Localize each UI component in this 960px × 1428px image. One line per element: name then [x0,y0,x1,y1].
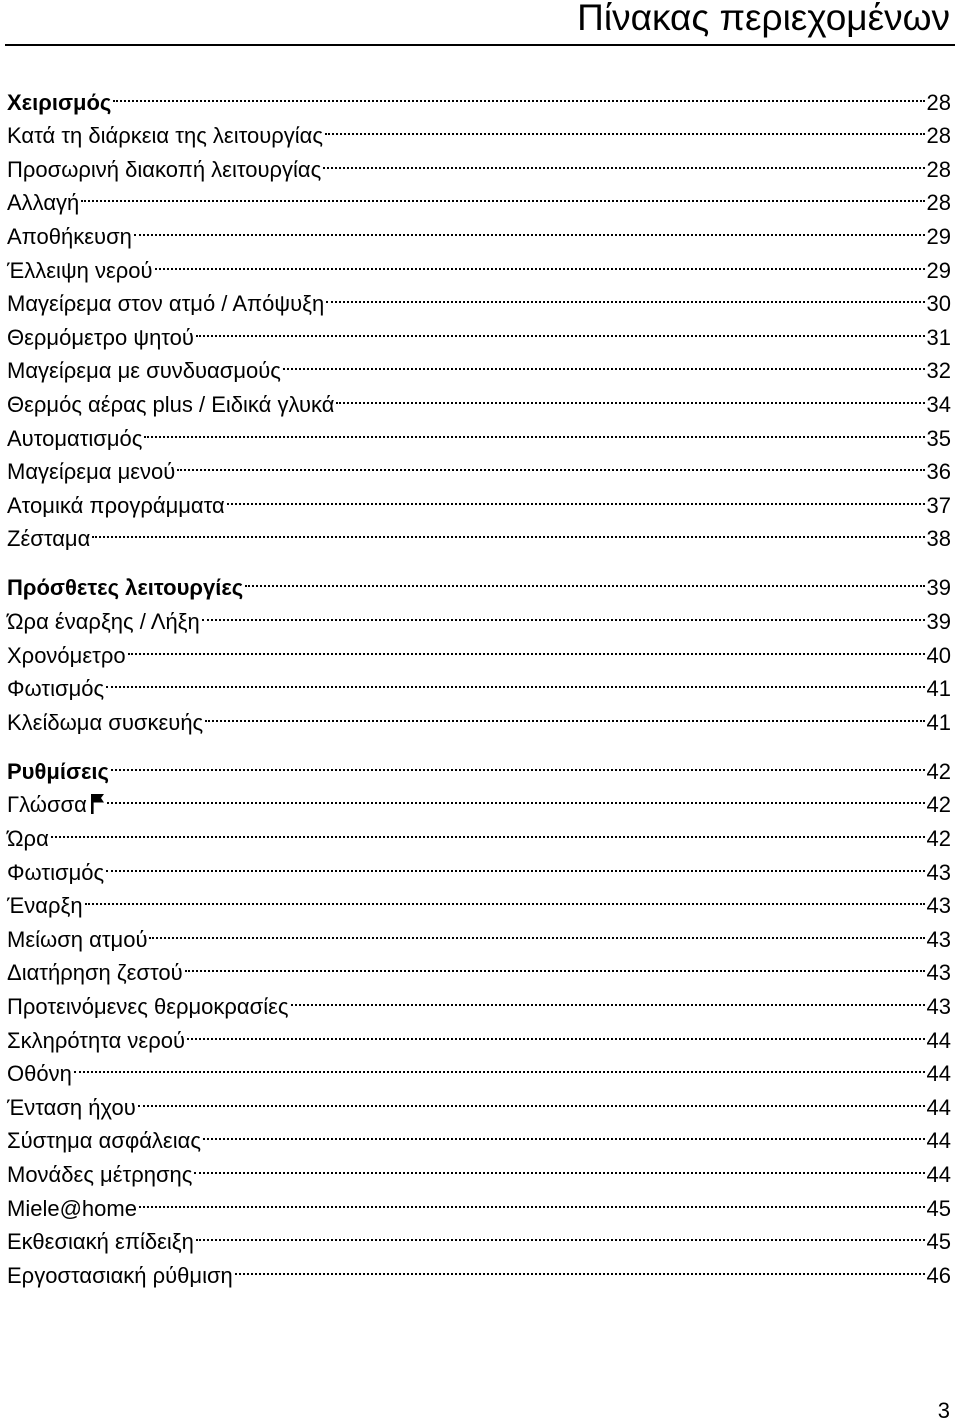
toc-entry-text: Πρόσθετες λειτουργίες [7,575,244,601]
toc-leader-dots [194,1148,924,1182]
toc-entry[interactable] [7,663,951,702]
toc-entry-label [7,220,132,254]
toc-entry-text: Έναρξη [7,893,83,919]
toc-entry-text: Αποθήκευση [7,223,132,249]
toc-leader-dots [326,278,924,312]
toc-leader-dots [155,244,925,278]
toc-leader-dots [227,479,925,513]
toc-entry[interactable] [7,696,951,735]
toc-entry-page: 39 [926,575,951,601]
toc-leader-dots [203,1115,925,1149]
toc-entry-page: 44 [926,1128,951,1154]
toc-heading[interactable] [7,76,951,115]
toc-entry-label [7,119,323,153]
toc-entry[interactable] [7,947,951,986]
toc-leader-dots [245,562,924,596]
toc-leader-dots [144,412,924,446]
toc-entry-text: Αυτοματισμός [7,425,143,451]
toc-entry-label [7,254,153,288]
toc-entry-text: Οθόνη [7,1061,72,1087]
toc-entry-label [7,522,90,556]
toc-leader-dots [51,812,925,846]
toc-leader-dots [81,177,924,211]
toc-entry-label [7,86,111,120]
toc-entry-text: Φωτισμός [7,676,105,702]
toc-entry-page: 44 [926,1094,951,1120]
toc-leader-dots [177,446,924,480]
toc-entry-label [7,923,147,957]
page-title: Πίνακας περιεχομένων [577,0,950,38]
toc-entry-text: Εργοστασιακή ρύθμιση [7,1262,233,1288]
toc-leader-dots [107,779,925,813]
toc-entry-page: 44 [926,1061,951,1087]
toc-leader-dots [283,345,925,379]
toc-leader-dots [196,1216,925,1250]
toc-entry-text: Γλώσσα [7,792,87,818]
toc-entry[interactable] [7,1081,951,1120]
toc-entry-page: 40 [926,642,951,668]
toc-entry-page: 43 [926,893,951,919]
toc-leader-dots [336,378,924,412]
toc-entry[interactable] [7,1216,951,1255]
toc-entry-text: Ένταση ήχου [7,1094,136,1120]
toc-leader-dots [113,76,924,110]
toc-entry[interactable] [7,513,951,552]
toc-entry-text: Μαγείρεμα μενού [7,459,176,485]
toc-entry-page: 42 [926,792,951,818]
toc-entry-label [7,1259,233,1293]
toc-entry[interactable] [7,812,951,852]
toc-entry[interactable] [7,880,951,919]
toc-entry-text: Μαγείρεμα στον ατμό / Απόψυξη [7,291,325,317]
toc-entry-page: 30 [926,291,951,317]
toc-entry-page: 43 [926,926,951,952]
toc-leader-dots [202,595,925,629]
toc-entry-label [7,1124,201,1158]
toc-entry-label [7,321,194,355]
toc-entry-text: Θερμός αέρας plus / Ειδικά γλυκά [7,391,335,417]
toc-leader-dots [134,210,925,244]
toc-entry-page: 42 [926,826,951,852]
toc-entry-text: Διατήρηση ζεστού [7,960,183,986]
toc-entry-text: Σύστημα ασφάλειας [7,1128,201,1154]
toc-entry-text: Μονάδες μέτρησης [7,1162,193,1187]
toc-entry-text: Κλείδωμα συσκευής [7,709,204,735]
toc-entry[interactable] [7,779,951,818]
toc-leader-dots [185,947,925,981]
toc-entry-page: 28 [926,156,951,182]
toc-leader-dots [106,663,924,697]
toc-entry-label [7,706,203,740]
toc-leader-dots [325,110,925,144]
toc-entry-label [7,422,142,456]
toc-entry-text: Miele@home [7,1195,137,1221]
toc-entry-text: Χρονόμετρο [7,642,126,668]
toc-leader-dots [205,696,924,730]
toc-leader-dots [111,745,925,779]
toc-section [7,76,951,552]
toc-entry-text: Ατομικά προγράμματα [7,492,225,518]
toc-entry[interactable] [7,846,951,885]
toc-entry-page: 34 [926,391,951,417]
toc-entry[interactable] [7,177,951,216]
toc-entry-label [7,672,104,706]
toc-leader-dots [128,629,925,663]
toc-entry-label [7,354,281,388]
toc-entry[interactable] [7,913,951,952]
toc-entry-page: 41 [926,709,951,735]
toc-entry[interactable] [7,110,951,149]
toc-entry-page: 29 [926,257,951,283]
toc-entry-label [7,1192,137,1226]
toc-entry-text: Εκθεσιακή επίδειξη [7,1229,194,1255]
toc-heading[interactable] [7,562,951,601]
toc-entry-page: 28 [926,190,951,216]
toc-entry-page: 43 [926,859,951,885]
toc-entry-text: Έλλειψη νερού [7,257,153,283]
toc-entry-page: 44 [926,1027,951,1053]
toc-entry-text: Ζέσταμα [7,526,91,552]
toc-entry-page: 43 [926,960,951,986]
toc-entry-page: 45 [926,1229,951,1255]
toc-section [7,562,951,735]
toc-leader-dots [106,846,924,880]
toc-entry-text: Σκληρότητα νερού [7,1027,185,1053]
toc-entry-page: 46 [926,1262,951,1288]
toc-entry-text: Ρυθμίσεις [7,758,109,784]
toc-entry-page: 38 [926,526,951,552]
toc-entry[interactable] [7,1048,951,1087]
toc-entry-text: Προσωρινή διακοπή λειτουργίας [7,156,322,182]
toc-entry-page: 42 [926,758,951,784]
toc-leader-dots [74,1048,925,1082]
toc-entry-page: 28 [926,89,951,115]
page-number: 3 [937,1398,950,1423]
toc-entry-text: Προτεινόμενες θερμοκρασίες [7,994,289,1020]
toc-entry-text: Φωτισμός [7,859,105,885]
toc-leader-dots [235,1249,925,1283]
toc-entry-page: 39 [926,609,951,634]
toc-entry-page: 32 [926,358,951,384]
toc-entry[interactable] [7,446,951,485]
toc-entry-page: 44 [926,1162,951,1187]
toc-entry-text: Μαγείρεμα με συνδυασμούς [7,358,281,384]
toc-entry-label [7,1057,72,1091]
toc-entry-page: 31 [926,324,951,350]
toc-heading[interactable] [7,745,951,784]
toc-entry-page: 28 [926,123,951,149]
toc-entry-page: 45 [926,1195,951,1221]
toc-entry[interactable] [7,1115,951,1154]
toc-entry-label [7,822,49,856]
toc-entry-text: Ώρα έναρξης / Λήξη [7,609,200,634]
toc-entry-label [7,186,79,220]
toc-leader-dots [139,1182,925,1216]
toc-entry-page: 43 [926,994,951,1020]
toc-entry-label [7,755,109,789]
toc-leader-dots [196,311,925,345]
toc-entry-text: Κατά τη διάρκεια της λειτουργίας [7,123,323,149]
toc-entry-text: Χειρισμός [7,89,112,115]
toc-entry-label [7,956,183,990]
toc-entry-text: Ώρα [7,826,49,852]
toc-leader-dots [138,1081,925,1115]
toc-entry[interactable] [7,412,951,451]
toc-entry-label [7,1225,194,1259]
toc-entry[interactable] [7,244,951,283]
toc-entry-page: 36 [926,459,951,485]
toc-entry-page: 29 [926,223,951,249]
toc-entry-label [7,455,175,489]
toc-entry[interactable] [7,1182,951,1221]
toc-entry-text: Αλλαγή [7,190,80,216]
toc-leader-dots [92,513,924,547]
toc-entry[interactable] [7,629,951,668]
toc-entry-page: 41 [926,676,951,702]
toc-leader-dots [149,913,924,947]
toc-entry-text: Θερμόμετρο ψητού [7,324,194,350]
toc-entry-page: 37 [926,492,951,518]
toc-entry-label [7,1091,136,1125]
toc-leader-dots [291,980,925,1014]
toc-entry-page: 35 [926,425,951,451]
toc-leader-dots [323,143,924,177]
table-of-contents [7,76,951,1298]
toc-leader-dots [187,1014,925,1048]
toc-entry[interactable] [7,210,951,249]
toc-section [7,745,951,1288]
toc-entry-label [7,889,83,923]
toc-entry-text: Μείωση ατμού [7,926,148,952]
title-divider [5,44,955,46]
toc-leader-dots [85,880,925,914]
